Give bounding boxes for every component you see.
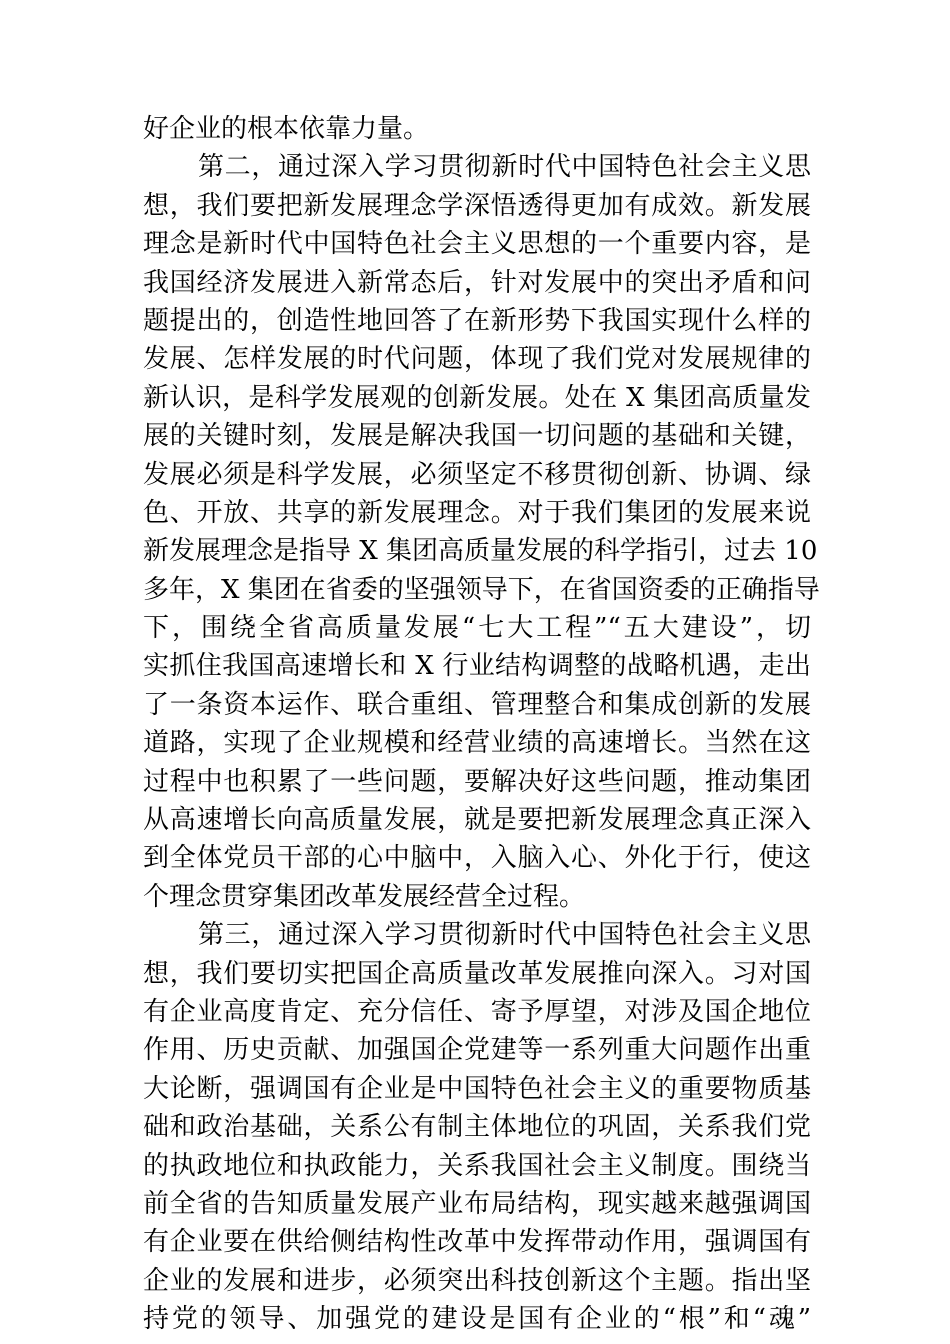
text-line: 础和政治基础，关系公有制主体地位的巩固，关系我们党 [143, 1112, 811, 1143]
text-line: 有企业要在供给侧结构性改革中发挥带动作用，强调国有 [143, 1227, 811, 1258]
text-line: 到全体党员干部的心中脑中，入脑入心、外化于行，使这 [143, 843, 811, 874]
text-line: 多年，X 集团在省委的坚强领导下，在省国资委的正确指导 [143, 574, 820, 605]
text-line: 我国经济发展进入新常态后，针对发展中的突出矛盾和问 [143, 267, 811, 298]
text-line: 的执政地位和执政能力，关系我国社会主义制度。围绕当 [143, 1150, 811, 1181]
text-line: 新认识，是科学发展观的创新发展。处在 X 集团高质量发 [143, 382, 811, 413]
text-line: 展的关键时刻，发展是解决我国一切问题的基础和关键， [143, 421, 811, 452]
text-line: 企业的发展和进步，必须突出科技创新这个主题。指出坚 [143, 1265, 811, 1296]
text-line: 理念是新时代中国特色社会主义思想的一个重要内容，是 [143, 229, 811, 260]
text-line: 了一条资本运作、联合重组、管理整合和集成创新的发展 [143, 689, 811, 720]
text-line: 实抓住我国高速增长和 X 行业结构调整的战略机遇，走出 [143, 651, 811, 682]
text-line: 色、开放、共享的新发展理念。对于我们集团的发展来说 [143, 497, 811, 528]
text-line: 道路，实现了企业规模和经营业绩的高速增长。当然在这 [143, 728, 811, 759]
paragraph-continuation [143, 110, 811, 148]
text-line: 有企业高度肯定、充分信任、寄予厚望，对涉及国企地位 [143, 996, 811, 1027]
text-line: 题提出的，创造性地回答了在新形势下我国实现什么样的 [143, 305, 811, 336]
text-line: 想，我们要把新发展理念学深悟透得更加有成效。新发展 [143, 190, 811, 221]
text-line: 从高速增长向高质量发展，就是要把新发展理念真正深入 [143, 805, 811, 836]
text-line: 第二，通过深入学习贯彻新时代中国特色社会主义思 [198, 152, 811, 183]
text-line: 过程中也积累了一些问题，要解决好这些问题，推动集团 [143, 766, 811, 797]
text-line: 发展必须是科学发展，必须坚定不移贯彻创新、协调、绿 [143, 459, 811, 490]
text-line: 大论断，强调国有企业是中国特色社会主义的重要物质基 [143, 1073, 811, 1104]
paragraph-3 [143, 916, 811, 1338]
text-line: 前全省的告知质量发展产业布局结构，现实越来越强调国 [143, 1188, 811, 1219]
text-line: 下，围绕全省高质量发展“七大工程”“五大建设”，切 [143, 613, 811, 644]
text-line: 第三，通过深入学习贯彻新时代中国特色社会主义思 [198, 920, 811, 951]
text-line: 发展、怎样发展的时代问题，体现了我们党对发展规律的 [143, 344, 811, 375]
paragraph-2 [143, 148, 820, 916]
text-line: 想，我们要切实把国企高质量改革发展推向深入。习对国 [143, 958, 811, 989]
document-body [143, 110, 820, 1339]
text-line: 作用、历史贡献、加强国企党建等一系列重大问题作出重 [143, 1035, 811, 1066]
text-line: 持党的领导、加强党的建设是国有企业的“根”和“魂” [143, 1304, 811, 1335]
text-line: 个理念贯穿集团改革发展经营全过程。 [143, 881, 586, 912]
text-line: 好企业的根本依靠力量。 [143, 114, 430, 144]
text-line: 新发展理念是指导 X 集团高质量发展的科学指引，过去 10 [143, 536, 818, 567]
